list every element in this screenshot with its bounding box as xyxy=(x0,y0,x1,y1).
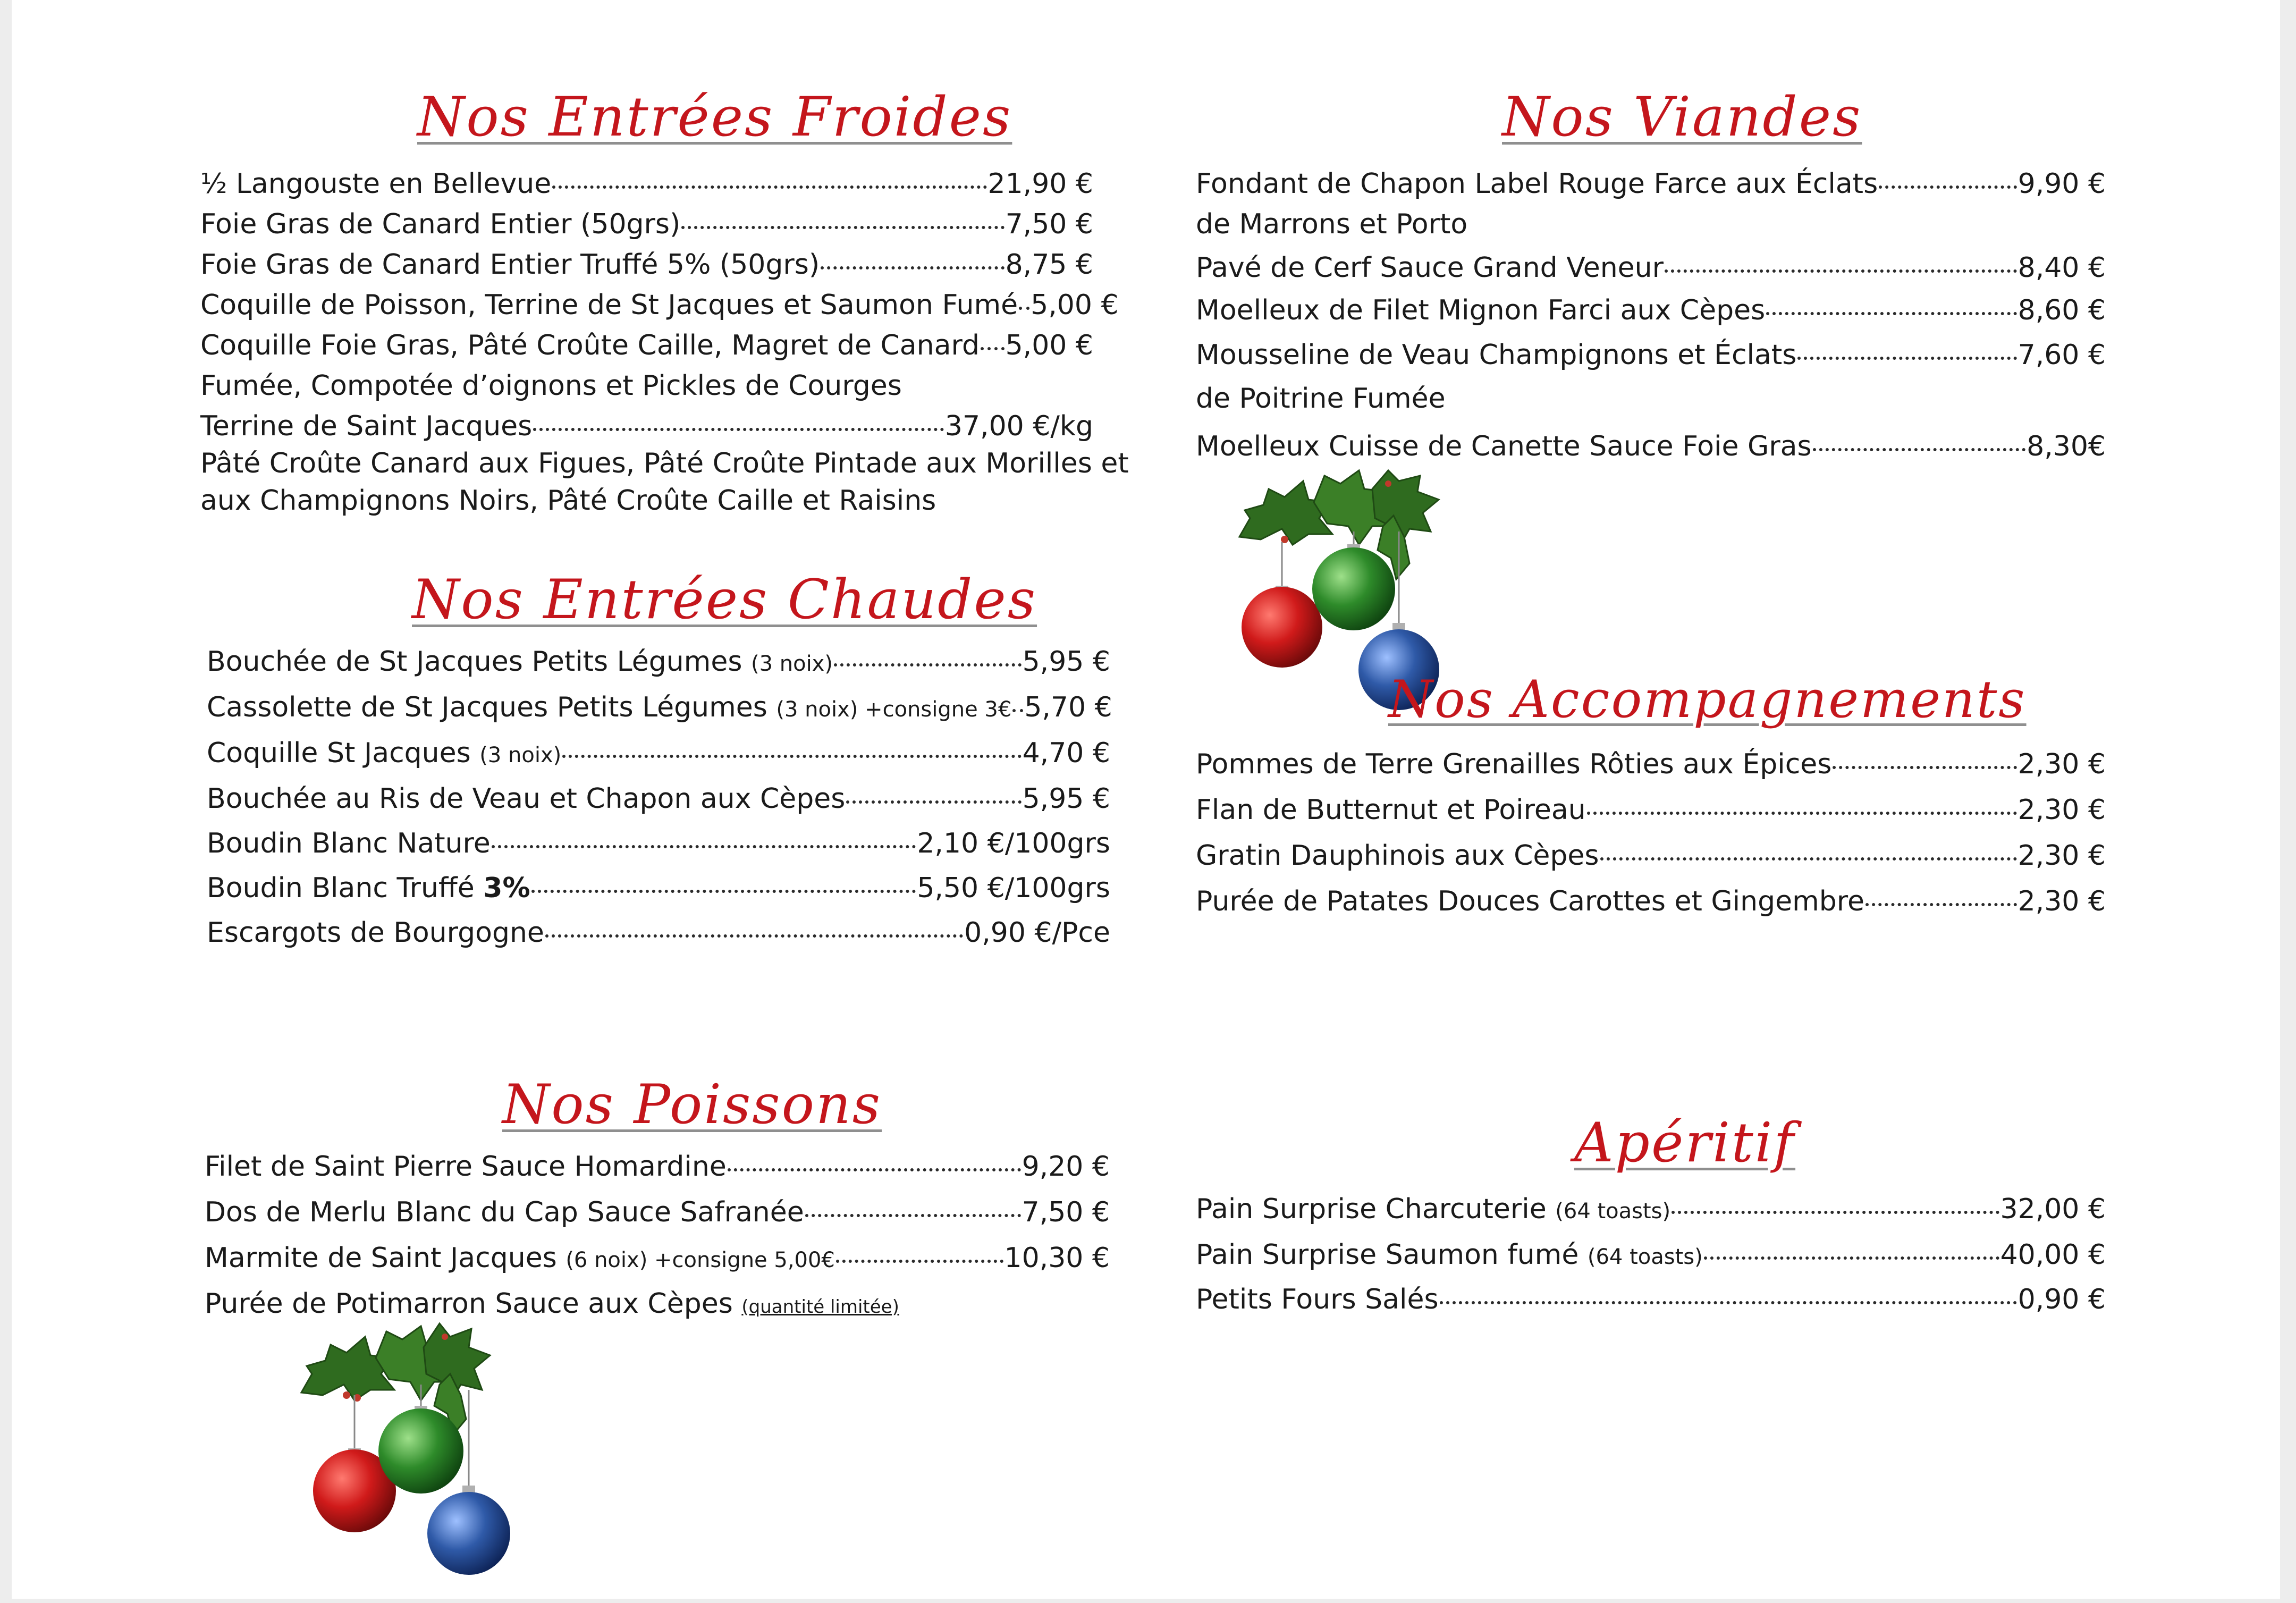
list-poissons xyxy=(205,1151,1110,1334)
list-entrees-froides xyxy=(200,168,1129,527)
item-detail: (64 toasts) xyxy=(1587,1245,1703,1269)
list-accompagnements xyxy=(1196,748,2106,931)
menu-item: Terrine de Saint Jacques 37,00 €/kg Pâté Croûte Canard aux Figues, Pâté Croûte Pintade aux Morilles et aux Champignons Noirs, Pâté Croûte Caille et Raisins xyxy=(200,410,1129,517)
section-title-accompagnements: Nos Accompagnements xyxy=(1388,670,2027,729)
menu-item: Flan de Butternut et Poireau 2,30 € xyxy=(1196,794,2106,826)
item-detail: (quantité limitée) xyxy=(741,1296,899,1318)
menu-item: Coquille Foie Gras, Pâté Croûte Caille, Magret de Canard 5,00 € Fumée, Compotée d’oignons et Pickles de Courges xyxy=(200,330,1093,402)
menu-item: Pommes de Terre Grenailles Rôties aux Épices 2,30 € xyxy=(1196,748,2106,780)
section-title-aperitif: Apéritif xyxy=(1574,1111,1796,1175)
menu-page xyxy=(12,0,2280,1599)
menu-item: Pain Surprise Saumon fumé (64 toasts) 40,00 € xyxy=(1196,1239,2106,1271)
item-note: Pâté Croûte Canard aux Figues, Pâté Croûte Pintade aux Morilles et xyxy=(200,448,1129,479)
menu-item: Foie Gras de Canard Entier Truffé 5% (50grs) 8,75 € xyxy=(200,249,1093,281)
menu-item: Coquille de Poisson, Terrine de St Jacques et Saumon Fumé 5,00 € xyxy=(200,289,1119,321)
menu-item: Petits Fours Salés 0,90 € xyxy=(1196,1284,2106,1315)
item-detail: (3 noix) xyxy=(479,743,562,767)
list-viandes xyxy=(1196,168,2106,475)
section-title-viandes: Nos Viandes xyxy=(1502,86,1862,149)
menu-item: Foie Gras de Canard Entier (50grs) 7,50 € xyxy=(200,208,1093,240)
list-entrees-chaudes xyxy=(207,646,1110,961)
menu-item: Filet de Saint Pierre Sauce Homardine 9,20 € xyxy=(205,1151,1110,1183)
list-aperitif xyxy=(1196,1193,2106,1328)
christmas-bauble-icon xyxy=(291,1315,556,1592)
item-detail: 3% xyxy=(483,872,530,904)
menu-item: Bouchée de St Jacques Petits Légumes (3 noix) 5,95 € xyxy=(207,646,1110,678)
menu-item: ½ Langouste en Bellevue 21,90 € xyxy=(200,168,1093,200)
item-note: de Marrons et Porto xyxy=(1196,208,1468,240)
menu-item: Fondant de Chapon Label Rouge Farce aux Éclats 9,90 € de Marrons et Porto xyxy=(1196,168,2106,240)
item-detail: (3 noix) +consigne 3€ xyxy=(776,697,1012,722)
item-note: de Poitrine Fumée xyxy=(1196,383,1446,415)
menu-item: Cassolette de St Jacques Petits Légumes (3 noix) +consigne 3€ 5,70 € xyxy=(207,691,1112,723)
menu-item: Purée de Patates Douces Carottes et Gingembre 2,30 € xyxy=(1196,885,2106,917)
menu-item: Dos de Merlu Blanc du Cap Sauce Safranée 7,50 € xyxy=(205,1196,1110,1228)
menu-item: Marmite de Saint Jacques (6 noix) +consigne 5,00€ 10,30 € xyxy=(205,1242,1110,1274)
menu-item: Moelleux de Filet Mignon Farci aux Cèpes 8,60 € xyxy=(1196,294,2106,326)
menu-item: Boudin Blanc Nature 2,10 €/100grs xyxy=(207,828,1110,859)
section-title-entrees-chaudes: Nos Entrées Chaudes xyxy=(412,568,1037,631)
item-note: Fumée, Compotée d’oignons et Pickles de Courges xyxy=(200,370,902,402)
menu-item: Purée de Potimarron Sauce aux Cèpes (quantité limitée) xyxy=(205,1288,899,1320)
item-detail: (6 noix) +consigne 5,00€ xyxy=(565,1248,835,1272)
menu-item: Boudin Blanc Truffé 3% 5,50 €/100grs xyxy=(207,872,1110,904)
item-detail: (3 noix) xyxy=(750,652,833,676)
menu-item: Moelleux Cuisse de Canette Sauce Foie Gras 8,30€ xyxy=(1196,431,2106,462)
item-detail: (64 toasts) xyxy=(1555,1199,1671,1224)
item-note: aux Champignons Noirs, Pâté Croûte Caille et Raisins xyxy=(200,485,936,517)
section-title-entrees-froides: Nos Entrées Froides xyxy=(417,86,1012,149)
menu-item: Coquille St Jacques (3 noix) 4,70 € xyxy=(207,737,1110,769)
menu-item: Bouchée au Ris de Veau et Chapon aux Cèpes 5,95 € xyxy=(207,783,1110,815)
menu-item: Gratin Dauphinois aux Cèpes 2,30 € xyxy=(1196,840,2106,872)
section-title-poissons: Nos Poissons xyxy=(502,1073,882,1136)
menu-item: Mousseline de Veau Champignons et Éclats 7,60 € de Poitrine Fumée xyxy=(1196,339,2106,415)
menu-item: Escargots de Bourgogne 0,90 €/Pce xyxy=(207,917,1110,949)
menu-item: Pain Surprise Charcuterie (64 toasts) 32,00 € xyxy=(1196,1193,2106,1225)
menu-item: Pavé de Cerf Sauce Grand Veneur 8,40 € xyxy=(1196,252,2106,284)
